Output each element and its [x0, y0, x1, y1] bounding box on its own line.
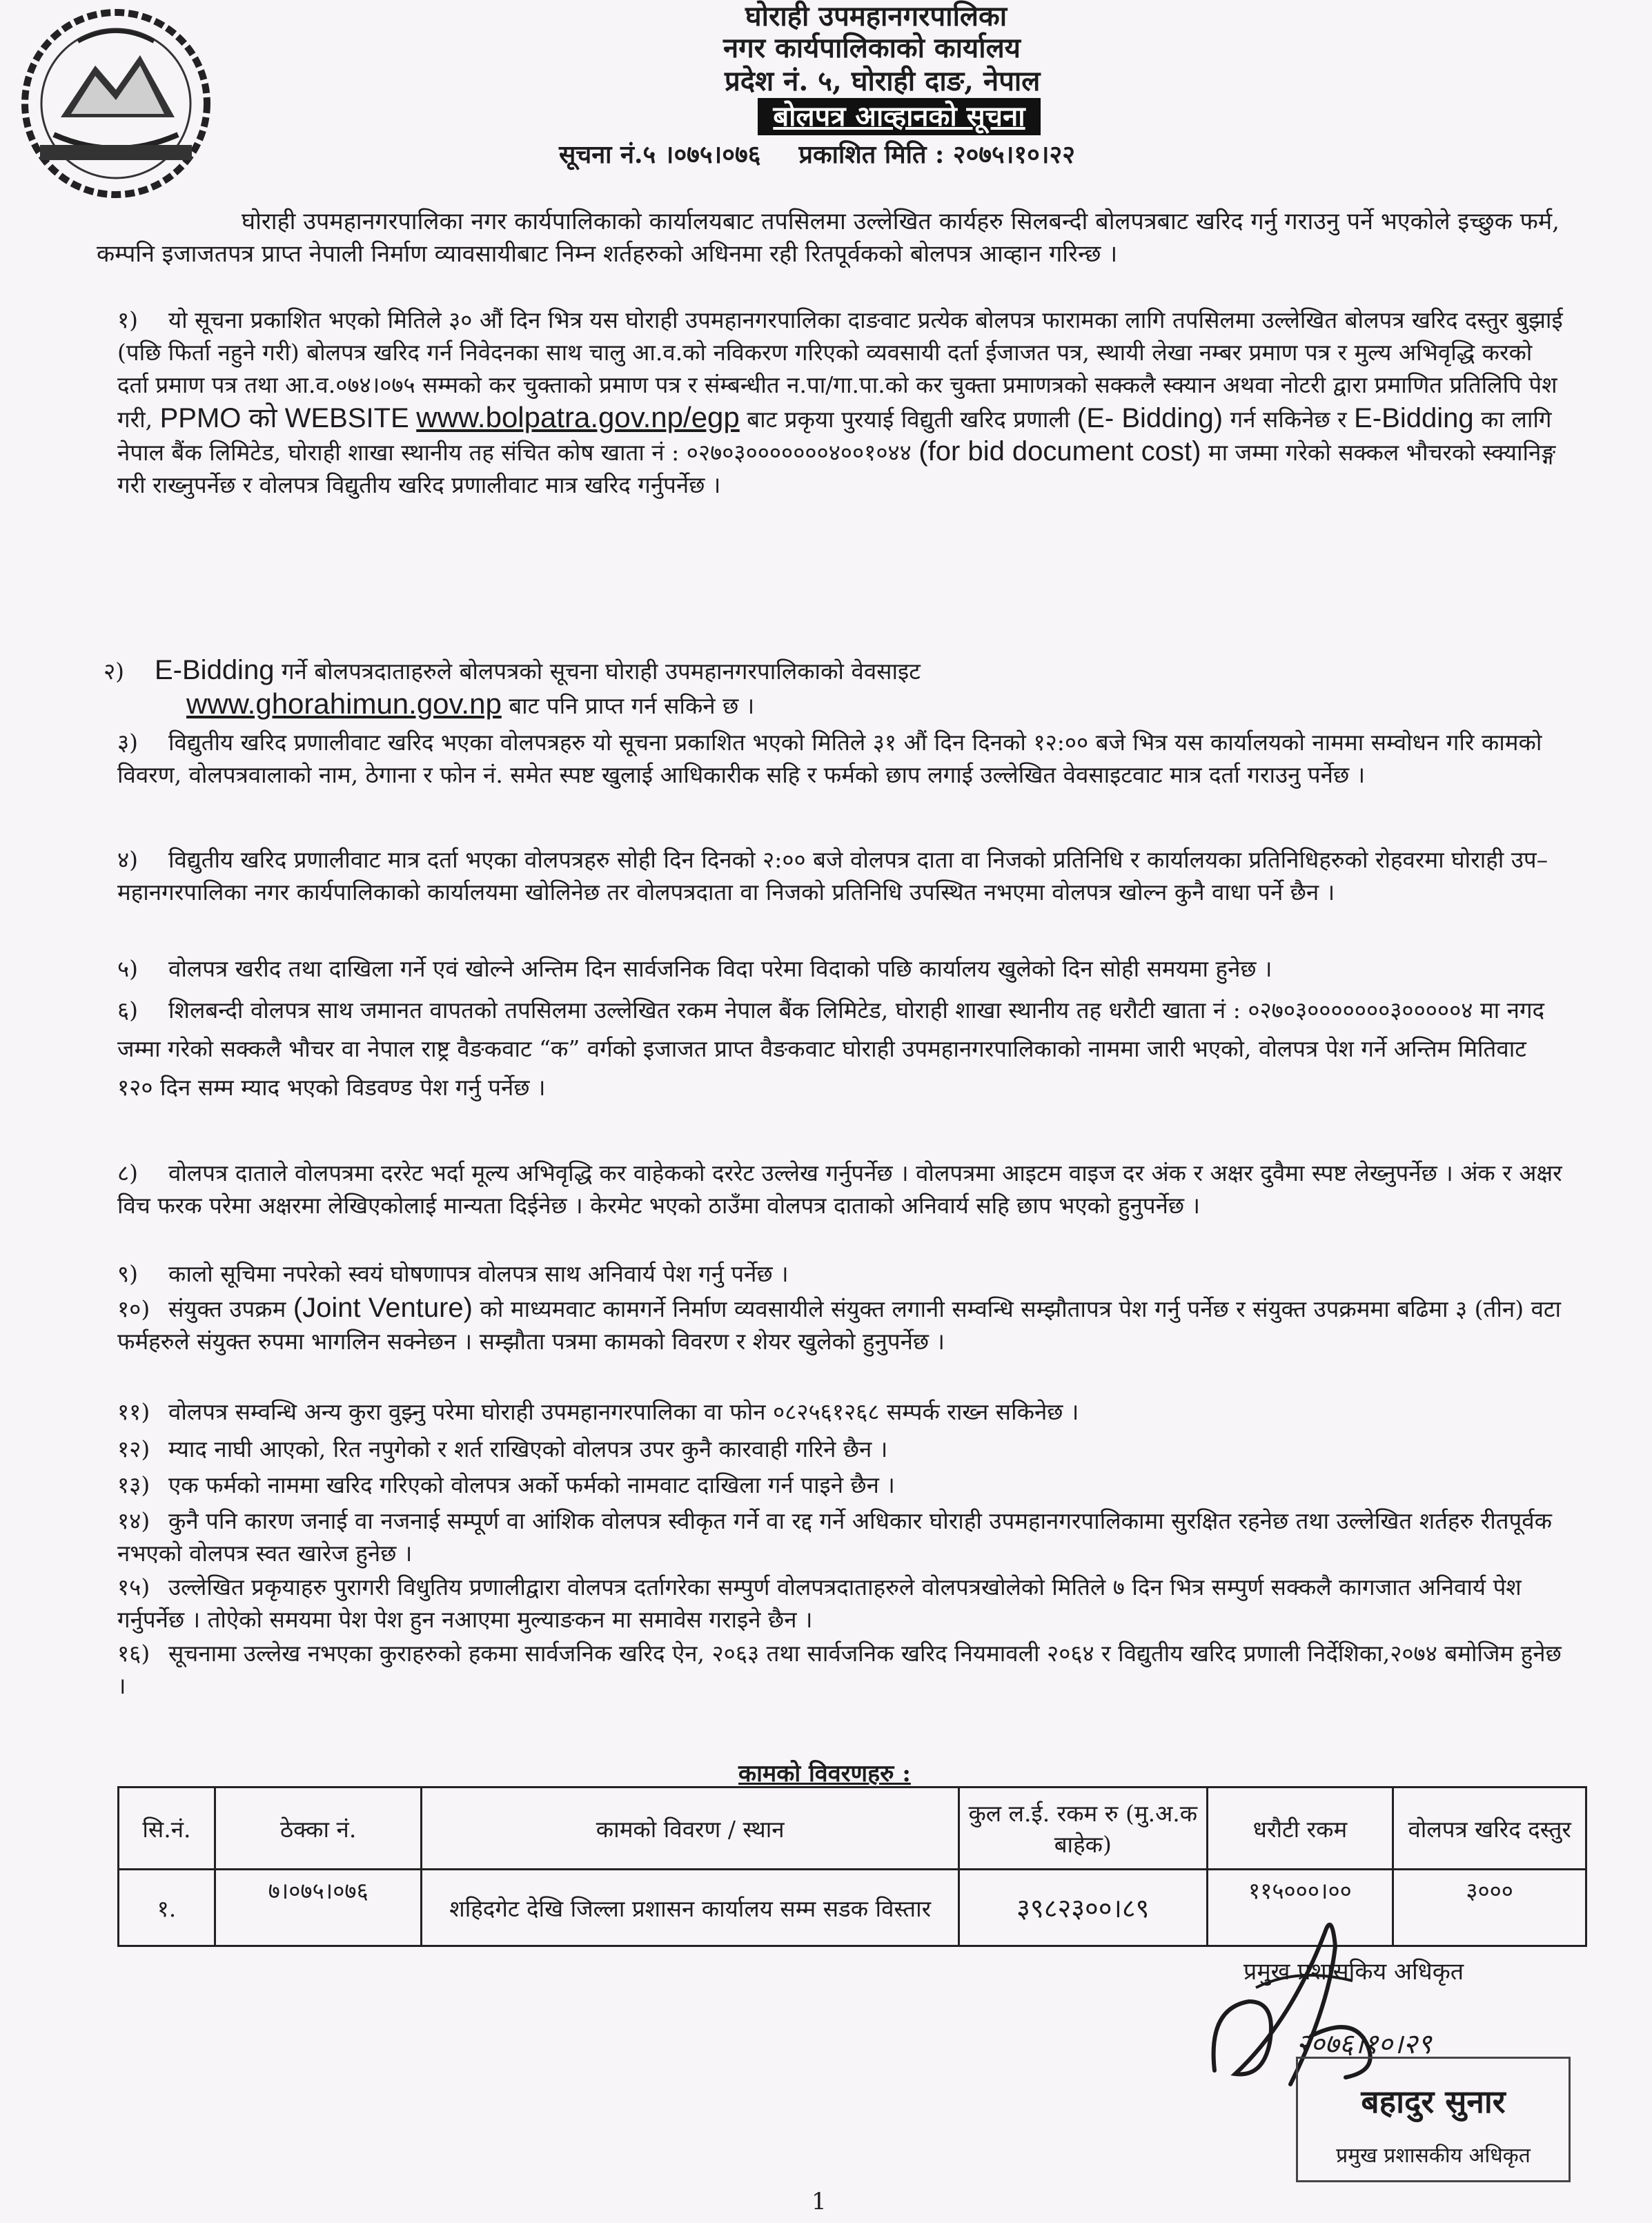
- condition-text: कुनै पनि कारण जनाई वा नजनाई सम्पूर्ण वा आंशिक वोलपत्र स्वीकृत गर्ने वा रद्द गर्ने अधिकार घोराही उपमहानगरपालिकामा सुरक्षित रहनेछ तथा उल्लेखित शर्तहरु रीतपूर्वक नभएको वोलपत्र स्वत खारेज हुनेछ ।: [117, 1507, 1552, 1567]
- condition-text: गर्ने बोलपत्रदाताहरुले बोलपत्रको सूचना घोराही उपमहानगरपालिकाको वेवसाइट: [281, 658, 921, 685]
- stamp-role: प्रमुख प्रशासकीय अधिकृत: [1336, 2144, 1531, 2168]
- official-stamp: [1296, 2057, 1571, 2182]
- condition-number: १२): [117, 1436, 150, 1462]
- condition-number: १४): [117, 1507, 150, 1534]
- office-address: प्रदेश नं. ५, घोराही दाङ, नेपाल: [725, 65, 1041, 97]
- condition-text: का लागि नेपाल बैंक लिमिटेड, घोराही शाखा स्थानीय तह संचित कोष खाता नं : ०२७०३०००००००४००१०४४: [117, 406, 1552, 466]
- joint-venture-label: (Joint Venture): [293, 1293, 473, 1323]
- condition-text: संयुक्त उपक्रम: [168, 1295, 286, 1322]
- condition-text: मा जम्मा गरेको सक्कल भौचरको स्क्यानिङ्ग गरी राख्नुपर्नेछ र वोलपत्र विद्युतीय खरिद प्रणालीवाट मात्र खरिद गर्नुपर्नेछ ।: [117, 439, 1556, 498]
- condition-text: बाट पनि प्राप्त गर्न सकिने छ ।: [509, 692, 755, 719]
- ppmo-label: PPMO को WEBSITE: [159, 403, 409, 433]
- cell-serial: १.: [119, 1870, 215, 1946]
- condition-text: यो सूचना प्रकाशित भएको मितिले ३० औं दिन भित्र यस घोराही उपमहानगरपालिका दाङवाट प्रत्येक बोलपत्र फारामका लागि तपसिलमा उल्लेखित बोलपत्र खरिद दस्तुर बुझाई (पछि फिर्ता नहुने गरी) बोलपत्र खरिद गर्न निवेदनका साथ चालु आ.व.को नविकरण गरिएको व्यवसायी दर्ता ईजाजत पत्र, स्थायी लेखा नम्बर प्रमाण पत्र र मुल्य अभिवृद्धि करको दर्ता प्रमाण पत्र तथा आ.व.०७४।०७५ सम्मको कर चुक्ताको प्रमाण पत्र र संम्बन्धीत न.पा/गा.पा.को कर चुक्ता प्रमाणत्रको सक्कलै स्क्यान अथवा नोटरी द्वारा प्रमाणित प्रतिलिपि पेश गरी,: [117, 306, 1563, 433]
- condition-11: [117, 1396, 1566, 1428]
- condition-text: गर्न सकिनेछ र: [1230, 406, 1347, 433]
- ghorahi-website-link[interactable]: www.ghorahimun.gov.np: [186, 687, 502, 720]
- condition-text: एक फर्मको नाममा खरिद गरिएको वोलपत्र अर्को फर्मको नामवाट दाखिला गर्न पाइने छैन ।: [168, 1471, 895, 1498]
- condition-14: [117, 1505, 1566, 1569]
- signatory-title: प्रमुख प्रशासकिय अधिकृत: [1243, 1958, 1464, 1986]
- condition-text: वोलपत्र खरीद तथा दाखिला गर्ने एवं खोल्ने अन्तिम दिन सार्वजनिक विदा परेमा विदाको पछि कार्यालय खुलेको दिन सोही समयमा हुनेछ ।: [168, 955, 1272, 982]
- condition-text: विद्युतीय खरिद प्रणालीवाट मात्र दर्ता भएका वोलपत्रहरु सोही दिन दिनको २:०० बजे वोलपत्र दाता वा निजको प्रतिनिधि र कार्यालयका प्रतिनिधिहरुको रोहवरमा घोराही उप–महानगरपालिका नगर कार्यपालिकाको कार्यालयमा खोलिनेछ तर वोलपत्रदाता वा निजको प्रतिनिधि उपस्थित नभएमा वोलपत्र खोल्न कुनै वाधा पर्ने छैन ।: [117, 846, 1548, 905]
- cell-estimate: ३९८२३००।८९: [959, 1870, 1208, 1946]
- government-emblem-icon: [12, 0, 219, 207]
- cell-contract-no: ७।०७५।०७६: [215, 1870, 422, 1946]
- column-header-description: कामको विवरण / स्थान: [422, 1788, 959, 1870]
- condition-number: ३): [117, 729, 139, 756]
- cell-deposit: ११५०००।००: [1207, 1870, 1393, 1946]
- page-number: 1: [812, 2188, 827, 2215]
- bid-cost-note: (for bid document cost): [918, 436, 1201, 467]
- ebidding-label: E-Bidding: [1354, 403, 1474, 433]
- condition-text: वोलपत्र सम्वन्धि अन्य कुरा वुझ्नु परेमा घोराही उपमहानगरपालिका वा फोन ०८२५६१२६८ सम्पर्क राख्न सकिनेछ ।: [168, 1398, 1079, 1425]
- condition-3: [117, 726, 1566, 791]
- condition-text: विद्युतीय खरिद प्रणालीवाट खरिद भएका वोलपत्रहरु यो सूचना प्रकाशित भएको मितिले ३१ औं दिन दिनको १२:०० बजे भित्र यस कार्यालयको नाममा सम्वोधन गरि कामको विवरण, वोलपत्रवालाको नाम, ठेगाना र फोन नं. समेत स्पष्ट खुलाई आधिकारीक सहि र फर्मको छाप लगाई उल्लेखित वेवसाइटवाट मात्र दर्ता गराउनु पर्नेछ ।: [117, 729, 1542, 788]
- condition-10: [117, 1292, 1566, 1358]
- notice-number-line: [559, 137, 1075, 170]
- condition-text: म्याद नाघी आएको, रित नपुगेको र शर्त राखिएको वोलपत्र उपर कुनै कारवाही गरिने छैन ।: [168, 1436, 888, 1462]
- condition-4: [117, 843, 1566, 908]
- stamp-name: बहादुर सुनार: [1361, 2083, 1506, 2120]
- condition-number: १६): [117, 1640, 150, 1667]
- cell-description: शहिदगेट देखि जिल्ला प्रशासन कार्यालय सम्म सडक विस्तार: [422, 1870, 959, 1946]
- condition-text: सूचनामा उल्लेख नभएका कुराहरुको हकमा सार्वजनिक खरिद ऐन, २०६३ तथा सार्वजनिक खरिद नियमावली २०६४ र विद्युतीय खरिद प्रणाली निर्देशिका,२०७४ बमोजिम हुनेछ ।: [117, 1640, 1562, 1699]
- ebidding-label: (E- Bidding): [1076, 403, 1223, 433]
- condition-number: ६): [117, 997, 139, 1024]
- cell-bid-fee: ३०००: [1393, 1870, 1586, 1946]
- condition-13: [117, 1469, 1566, 1501]
- office-name-line1: घोराही उपमहानगरपालिका: [745, 0, 1007, 32]
- condition-number: ८): [117, 1159, 139, 1186]
- condition-text: बाट प्रकृया पुरयाई विद्युती खरिद प्रणाली: [747, 406, 1070, 433]
- condition-1: [117, 304, 1566, 501]
- condition-number: १): [117, 306, 139, 333]
- condition-number: २): [104, 658, 125, 685]
- condition-6: [117, 991, 1566, 1107]
- condition-2: [104, 654, 1553, 722]
- column-header-estimate: कुल ल.ई. रकम रु (मु.अ.क बाहेक): [959, 1788, 1208, 1870]
- column-header-serial: सि.नं.: [119, 1788, 215, 1870]
- signature-date: २०७६।१०।२९: [1296, 2028, 1432, 2060]
- notice-title: बोलपत्र आव्हानको सूचना: [758, 98, 1041, 135]
- condition-number: ५): [117, 955, 139, 982]
- condition-number: ११): [117, 1398, 150, 1425]
- condition-8: [117, 1157, 1566, 1222]
- condition-text: शिलबन्दी वोलपत्र साथ जमानत वापतको तपसिलमा उल्लेखित रकम नेपाल बैंक लिमिटेड, घोराही शाखा स्थानीय तह धरौटी खाता नं : ०२७०३०००००००३०००००४ मा नगद जम्मा गरेको सक्कलै भौचर वा नेपाल राष्ट्र वैङकवाट “क” वर्गको इजाजत प्राप्त वैङकवाट घोराही उपमहानगरपालिकाको नाममा जारी भएको, वोलपत्र पेश गर्ने अन्तिम मितिवाट १२० दिन सम्म म्याद भएको विडवण्ड पेश गर्नु पर्नेछ ।: [117, 997, 1545, 1101]
- condition-number: ४): [117, 846, 139, 873]
- condition-text: कालो सूचिमा नपरेको स्वयं घोषणापत्र वोलपत्र साथ अनिवार्य पेश गर्नु पर्नेछ ।: [168, 1260, 789, 1287]
- condition-number: १३): [117, 1471, 150, 1498]
- condition-text: वोलपत्र दाताले वोलपत्रमा दररेट भर्दा मूल्य अभिवृद्धि कर वाहेकको दररेट उल्लेख गर्नुपर्नेछ । वोलपत्रमा आइटम वाइज दर अंक र अक्षर दुवैमा स्पष्ट लेख्नुपर्नेछ । अंक र अक्षर विच फरक परेमा अक्षरमा लेखिएकोलाई मान्यता दिईनेछ । केरमेट भएको ठाउँमा वोलपत्र दाताको अनिवार्य सहि छाप भएको हुनुपर्नेछ ।: [117, 1159, 1562, 1219]
- condition-number: १०): [117, 1295, 150, 1322]
- office-name-line2: नगर कार्यपालिकाको कार्यालय: [723, 32, 1021, 64]
- column-header-contract-no: ठेक्का नं.: [215, 1788, 422, 1870]
- table-header-row: [119, 1788, 1586, 1870]
- column-header-bid-fee: वोलपत्र खरिद दस्तुर: [1393, 1788, 1586, 1870]
- intro-paragraph: घोराही उपमहानगरपालिका नगर कार्यपालिकाको कार्यालयबाट तपसिलमा उल्लेखित कार्यहरु सिलबन्दी बोलपत्रबाट खरिद गर्नु गराउनु पर्ने भएकोले इच्छुक फर्म, कम्पनि इजाजतपत्र प्राप्त नेपाली निर्माण व्यावसायीबाट निम्न शर्तहरुको अधिनमा रही रितपूर्वकको बोलपत्र आव्हान गरिन्छ ।: [97, 208, 1560, 268]
- condition-5: [117, 952, 1566, 985]
- notice-number: सूचना नं.५ ।०७५।०७६: [559, 140, 761, 169]
- condition-number: १५): [117, 1574, 150, 1600]
- bolpatra-link[interactable]: www.bolpatra.gov.np/egp: [416, 401, 740, 433]
- condition-text: को माध्यमवाट कामगर्ने निर्माण व्यवसायीले संयुक्त लगानी सम्वन्धि सम्झौतापत्र पेश गर्नु पर्नेछ र संयुक्त उपक्रममा बढिमा ३ (तीन) वटा फर्महरुले संयुक्त रुपमा भागलिन सक्नेछन । सम्झौता पत्रमा कामको विवरण र शेयर खुलेको हुनुपर्नेछ ।: [117, 1295, 1562, 1355]
- condition-9: [117, 1257, 1566, 1290]
- condition-16: [117, 1637, 1566, 1702]
- ebidding-label: E-Bidding: [155, 655, 275, 685]
- column-header-deposit: धरौटी रकम: [1207, 1788, 1393, 1870]
- condition-number: ९): [117, 1260, 139, 1287]
- condition-12: [117, 1433, 1566, 1465]
- published-date: प्रकाशित मिति : २०७५।१०।२२: [798, 140, 1075, 169]
- works-table-caption: कामको विवरणहरु :: [738, 1760, 911, 1788]
- condition-text: उल्लेखित प्रकृयाहरु पुरागरी विधुतिय प्रणालीद्वारा वोलपत्र दर्तागरेका सम्पुर्ण वोलपत्रदाताहरुले वोलपत्रखोलेको मितिले ७ दिन भित्र सम्पुर्ण सक्कलै कागजात अनिवार्य पेश गर्नुपर्नेछ । तोऐको समयमा पेश पेश हुन नआएमा मुल्याङकन मा समावेस गराइने छैन ।: [117, 1574, 1522, 1633]
- condition-15: [117, 1571, 1566, 1636]
